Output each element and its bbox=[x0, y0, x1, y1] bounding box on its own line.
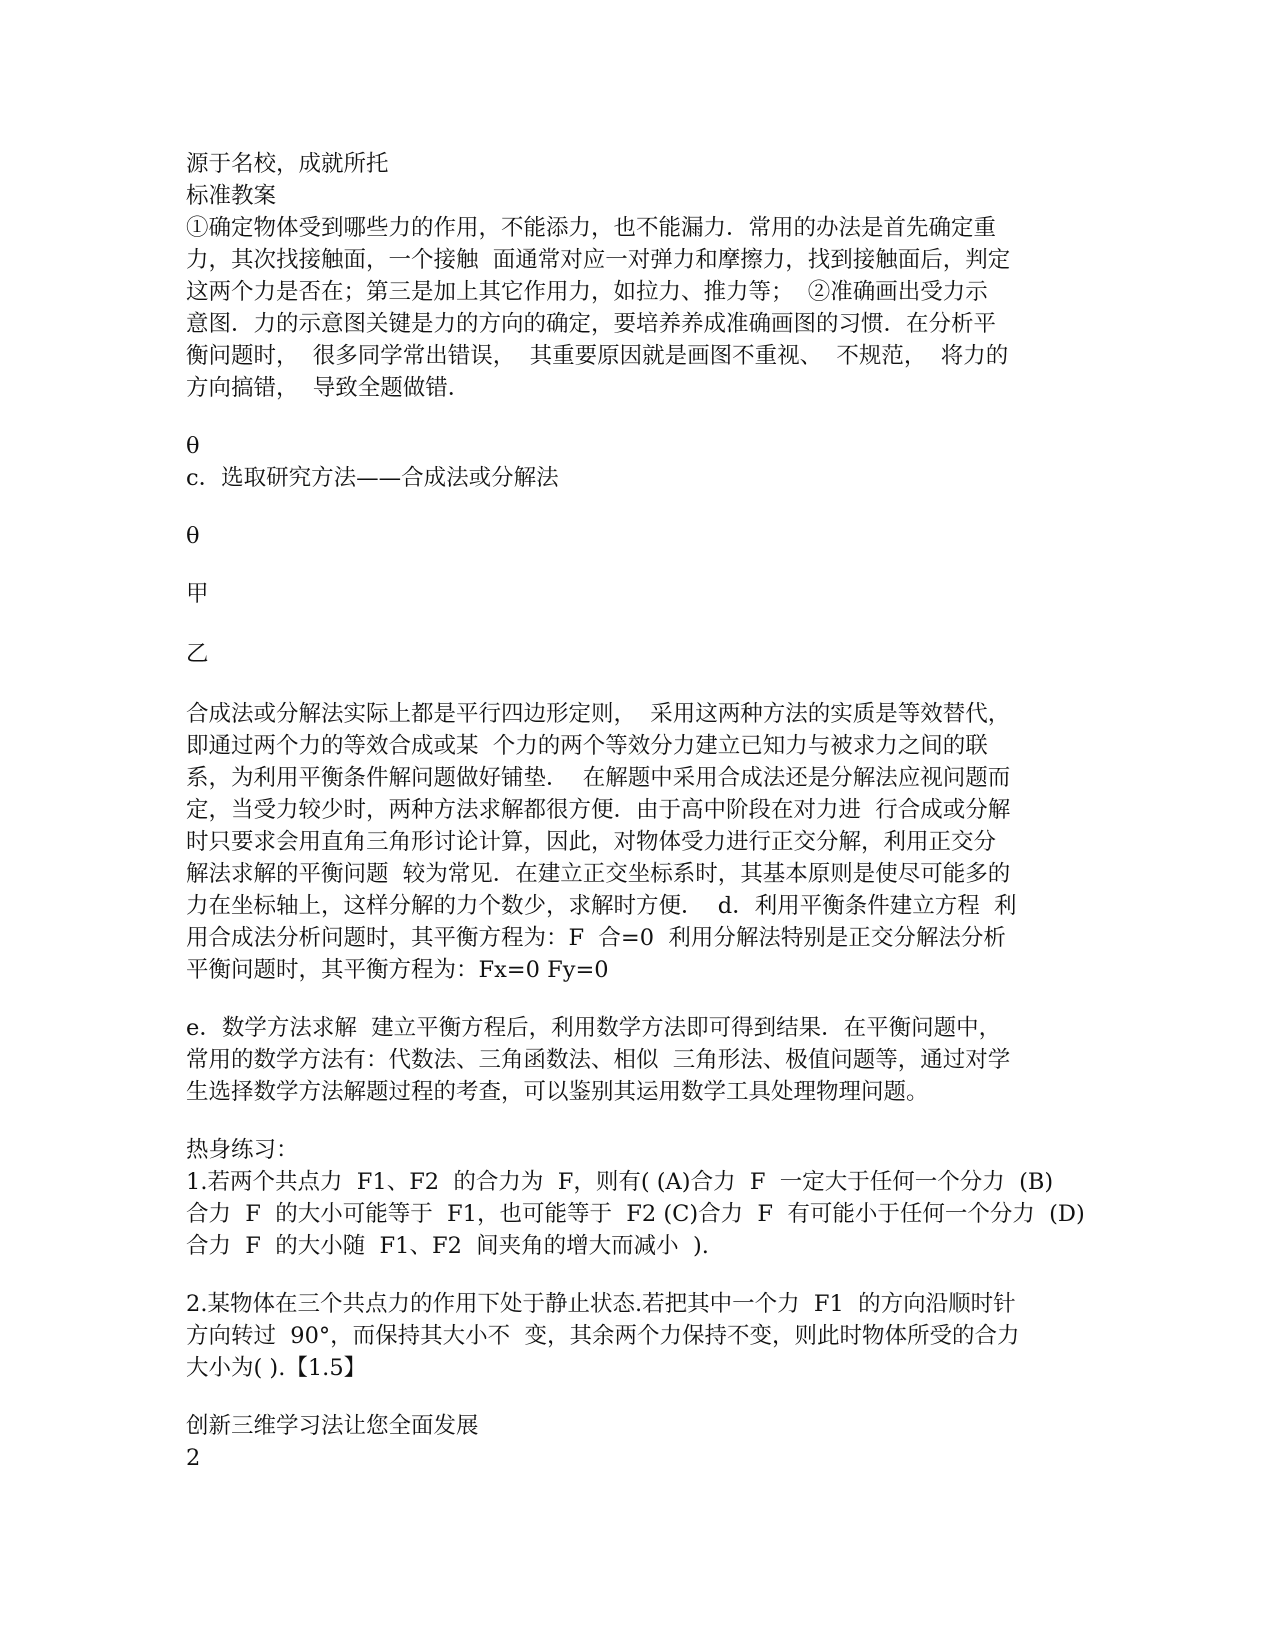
paragraph-line: 解法求解的平衡问题 较为常见．在建立正交坐标系时，其基本原则是使尽可能多的 bbox=[186, 861, 1011, 887]
paragraph-line: 意图．力的示意图关键是力的方向的确定，要培养养成准确画图的习惯．在分析平 bbox=[186, 311, 997, 337]
paragraph-line: 定，当受力较少时，两种方法求解都很方便．由于高中阶段在对力进 行合成或分解 bbox=[186, 797, 1011, 823]
spacer bbox=[186, 494, 1106, 520]
spacer bbox=[186, 1384, 1106, 1410]
paragraph-line: 即通过两个力的等效合成或某 个力的两个等效分力建立已知力与被求力之间的联 bbox=[186, 733, 988, 759]
question-line: 合力 F 的大小可能等于 F1，也可能等于 F2 (C)合力 F 有可能小于任何一个分力 (D) bbox=[186, 1201, 1085, 1227]
paragraph-line: e．数学方法求解 建立平衡方程后，利用数学方法即可得到结果．在平衡问题中， bbox=[186, 1015, 1002, 1041]
paragraph-line: 时只要求会用直角三角形讨论计算，因此，对物体受力进行正交分解，利用正交分 bbox=[186, 829, 997, 855]
footer-slogan: 创新三维学习法让您全面发展 bbox=[186, 1413, 479, 1439]
paragraph-line: 力，其次找接触面，一个接触 面通常对应一对弹力和摩擦力，找到接触面后，判定 bbox=[186, 247, 1011, 273]
paragraph-line: 生选择数学方法解题过程的考查，可以鉴别其运用数学工具处理物理问题。 bbox=[186, 1079, 929, 1105]
question-1 bbox=[186, 1166, 1106, 1262]
paragraph-line: 这两个力是否在；第三是加上其它作用力，如拉力、推力等； ②准确画出受力示 bbox=[186, 279, 988, 305]
figure-label-yi: 乙 bbox=[186, 641, 209, 667]
paragraph-force-analysis bbox=[186, 212, 1106, 404]
figure-label-jia: 甲 bbox=[186, 581, 209, 607]
question-2 bbox=[186, 1288, 1106, 1384]
paragraph-line: ①确定物体受到哪些力的作用，不能添力，也不能漏力．常用的办法是首先确定重 bbox=[186, 215, 997, 241]
spacer bbox=[186, 610, 1106, 638]
step-c-heading: c．选取研究方法——合成法或分解法 bbox=[186, 465, 559, 491]
warmup-title: 热身练习： bbox=[186, 1137, 299, 1163]
paragraph-line: 力在坐标轴上，这样分解的力个数少，求解时方便． d．利用平衡条件建立方程 利 bbox=[186, 893, 1017, 919]
spacer bbox=[186, 1108, 1106, 1134]
spacer bbox=[186, 552, 1106, 578]
header-doc-type: 标准教案 bbox=[186, 183, 277, 209]
header-school-line: 源于名校，成就所托 bbox=[186, 151, 389, 177]
paragraph-line: 常用的数学方法有：代数法、三角函数法、相似 三角形法、极值问题等，通过对学 bbox=[186, 1047, 1011, 1073]
page-content bbox=[186, 148, 1106, 1474]
question-line: 方向转过 90°，而保持其大小不 变，其余两个力保持不变，则此时物体所受的合力 bbox=[186, 1323, 1020, 1349]
spacer bbox=[186, 1262, 1106, 1288]
paragraph-line: 方向搞错， 导致全题做错． bbox=[186, 375, 471, 401]
paragraph-line: 衡问题时， 很多同学常出错误， 其重要原因就是画图不重视、 不规范， 将力的 bbox=[186, 343, 1009, 369]
figure-label-theta: θ bbox=[186, 433, 200, 459]
paragraph-line: 合成法或分解法实际上都是平行四边形定则， 采用这两种方法的实质是等效替代， bbox=[186, 701, 1011, 727]
paragraph-math-methods bbox=[186, 1012, 1106, 1108]
paragraph-line: 平衡问题时，其平衡方程为：Fx=0 Fy=0 bbox=[186, 957, 609, 983]
spacer bbox=[186, 670, 1106, 698]
paragraph-methods bbox=[186, 698, 1106, 986]
paragraph-line: 用合成法分析问题时，其平衡方程为：F 合=0 利用分解法特别是正交分解法分析 bbox=[186, 925, 1006, 951]
question-line: 合力 F 的大小随 F1、F2 间夹角的增大而减小 ). bbox=[186, 1233, 709, 1259]
page-number: 2 bbox=[186, 1445, 201, 1471]
figure-label-theta: θ bbox=[186, 523, 200, 549]
spacer bbox=[186, 986, 1106, 1012]
question-line: 大小为( ).【1.5】 bbox=[186, 1355, 367, 1381]
question-line: 2.某物体在三个共点力的作用下处于静止状态.若把其中一个力 F1 的方向沿顺时针 bbox=[186, 1291, 1016, 1317]
spacer bbox=[186, 404, 1106, 430]
question-line: 1.若两个共点力 F1、F2 的合力为 F，则有( (A)合力 F 一定大于任何一个分力 (B) bbox=[186, 1169, 1054, 1195]
warmup-section bbox=[186, 1134, 1106, 1384]
paragraph-line: 系，为利用平衡条件解问题做好铺垫． 在解题中采用合成法还是分解法应视问题而 bbox=[186, 765, 1011, 791]
